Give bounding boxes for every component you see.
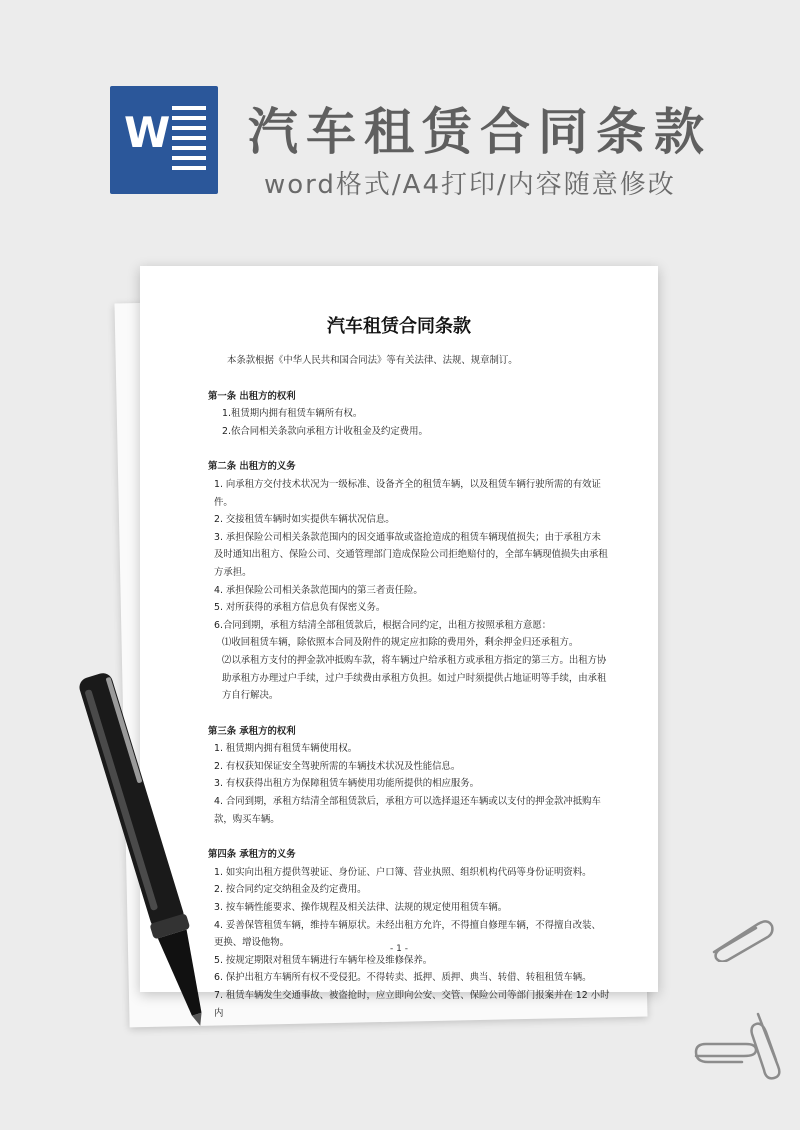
clause-item: 1. 租赁期内拥有租赁车辆使用权。 (214, 743, 358, 755)
section-3 (208, 723, 610, 829)
clause-item: 2.依合同相关条款向承租方计收租金及约定费用。 (222, 425, 428, 437)
paperclip-icon (748, 1010, 788, 1080)
clause-item: 3. 有权获得出租方为保障租赁车辆使用功能所提供的相应服务。 (214, 778, 480, 790)
clause-item: 1.租赁期内拥有租赁车辆所有权。 (222, 408, 363, 420)
document-body (208, 352, 610, 1022)
clause-item: 1. 如实向出租方提供驾驶证、身份证、户口簿、营业执照、组织机构代码等身份证明资料。 (214, 866, 592, 878)
clause-item: ⑴收回租赁车辆，除依照本合同及附件的规定应扣除的费用外，剩余押金归还承租方。 (222, 637, 579, 649)
word-document-icon: W (124, 108, 171, 157)
clause-item: 4. 承担保险公司相关条款范围内的第三者责任险。 (214, 584, 423, 596)
banner-title: 汽车租赁合同条款 (248, 103, 712, 161)
clause-item: 4. 合同到期，承租方结清全部租赁款后，承租方可以选择退还车辆或以支付的押金款冲抵购车款，购买车辆。 (214, 796, 601, 825)
clause-item: 1. 向承租方交付技术状况为一级标准、设备齐全的租赁车辆，以及租赁车辆行驶所需的有效证件。 (214, 478, 601, 508)
pen-icon (70, 650, 220, 1040)
clause-item: 6.合同到期，承租方结清全部租赁款后，根据合同约定，出租方按照承租方意愿： (214, 619, 552, 631)
clause-item: ⑵以承租方支付的押金款冲抵购车款，将车辆过户给承租方或承租方指定的第三方。出租方协助承租方办理过户手续，过户手续费由承租方负担。如过户时须提供占地证明等手续，由承租方自行解决。 (222, 654, 607, 702)
paperclip-icon (706, 912, 776, 962)
section-1 (208, 388, 610, 441)
section-4 (208, 846, 610, 1022)
clause-item: 4. 妥善保管租赁车辆，维持车辆原状。未经出租方允许，不得擅自修理车辆，不得擅自改装、更换、增设他物。 (214, 919, 601, 949)
document-title: 汽车租赁合同条款 (327, 316, 471, 337)
section-heading: 第一条 出租方的权利 (208, 390, 296, 402)
clause-item: 6. 保护出租方车辆所有权不受侵犯。不得转卖、抵押、质押、典当、转借、转租租赁车辆。 (214, 972, 592, 984)
clause-item: 3. 按车辆性能要求、操作规程及相关法律、法规的规定使用租赁车辆。 (214, 902, 508, 914)
section-heading: 第二条 出租方的义务 (208, 461, 296, 473)
document-intro: 本条款根据《中华人民共和国合同法》等有关法律、法规、规章制订。 (227, 355, 518, 366)
banner (0, 0, 800, 240)
clause-item: 2. 交接租赁车辆时如实提供车辆状况信息。 (214, 514, 395, 526)
clause-item: 3. 承担保险公司相关条款范围内的因交通事故或盗抢造成的租赁车辆现值损失；由于承租方未及时通知出租方、保险公司、交通管理部门造成保险公司拒绝赔付的，全部车辆现值损失由承租方承担。 (214, 531, 608, 578)
banner-subtitle: word格式/A4打印/内容随意修改 (264, 170, 676, 200)
page-number: - 1 - (390, 944, 408, 954)
section-heading: 第三条 承租方的权利 (208, 725, 296, 737)
clause-item: 7. 租赁车辆发生交通事故、被盗抢时，应立即向公安、交管、保险公司等部门报案并在 12 小时内 (214, 990, 610, 1019)
clause-item: 5. 对所获得的承租方信息负有保密义务。 (214, 602, 386, 614)
word-logo (110, 86, 218, 194)
section-heading: 第四条 承租方的义务 (208, 849, 296, 861)
clause-item: 5. 按规定期限对租赁车辆进行车辆年检及维修保养。 (214, 954, 433, 966)
section-2 (208, 458, 610, 704)
clause-item: 2. 按合同约定交纳租金及约定费用。 (214, 884, 367, 896)
clause-item: 2. 有权获知保证安全驾驶所需的车辆技术状况及性能信息。 (214, 760, 461, 772)
